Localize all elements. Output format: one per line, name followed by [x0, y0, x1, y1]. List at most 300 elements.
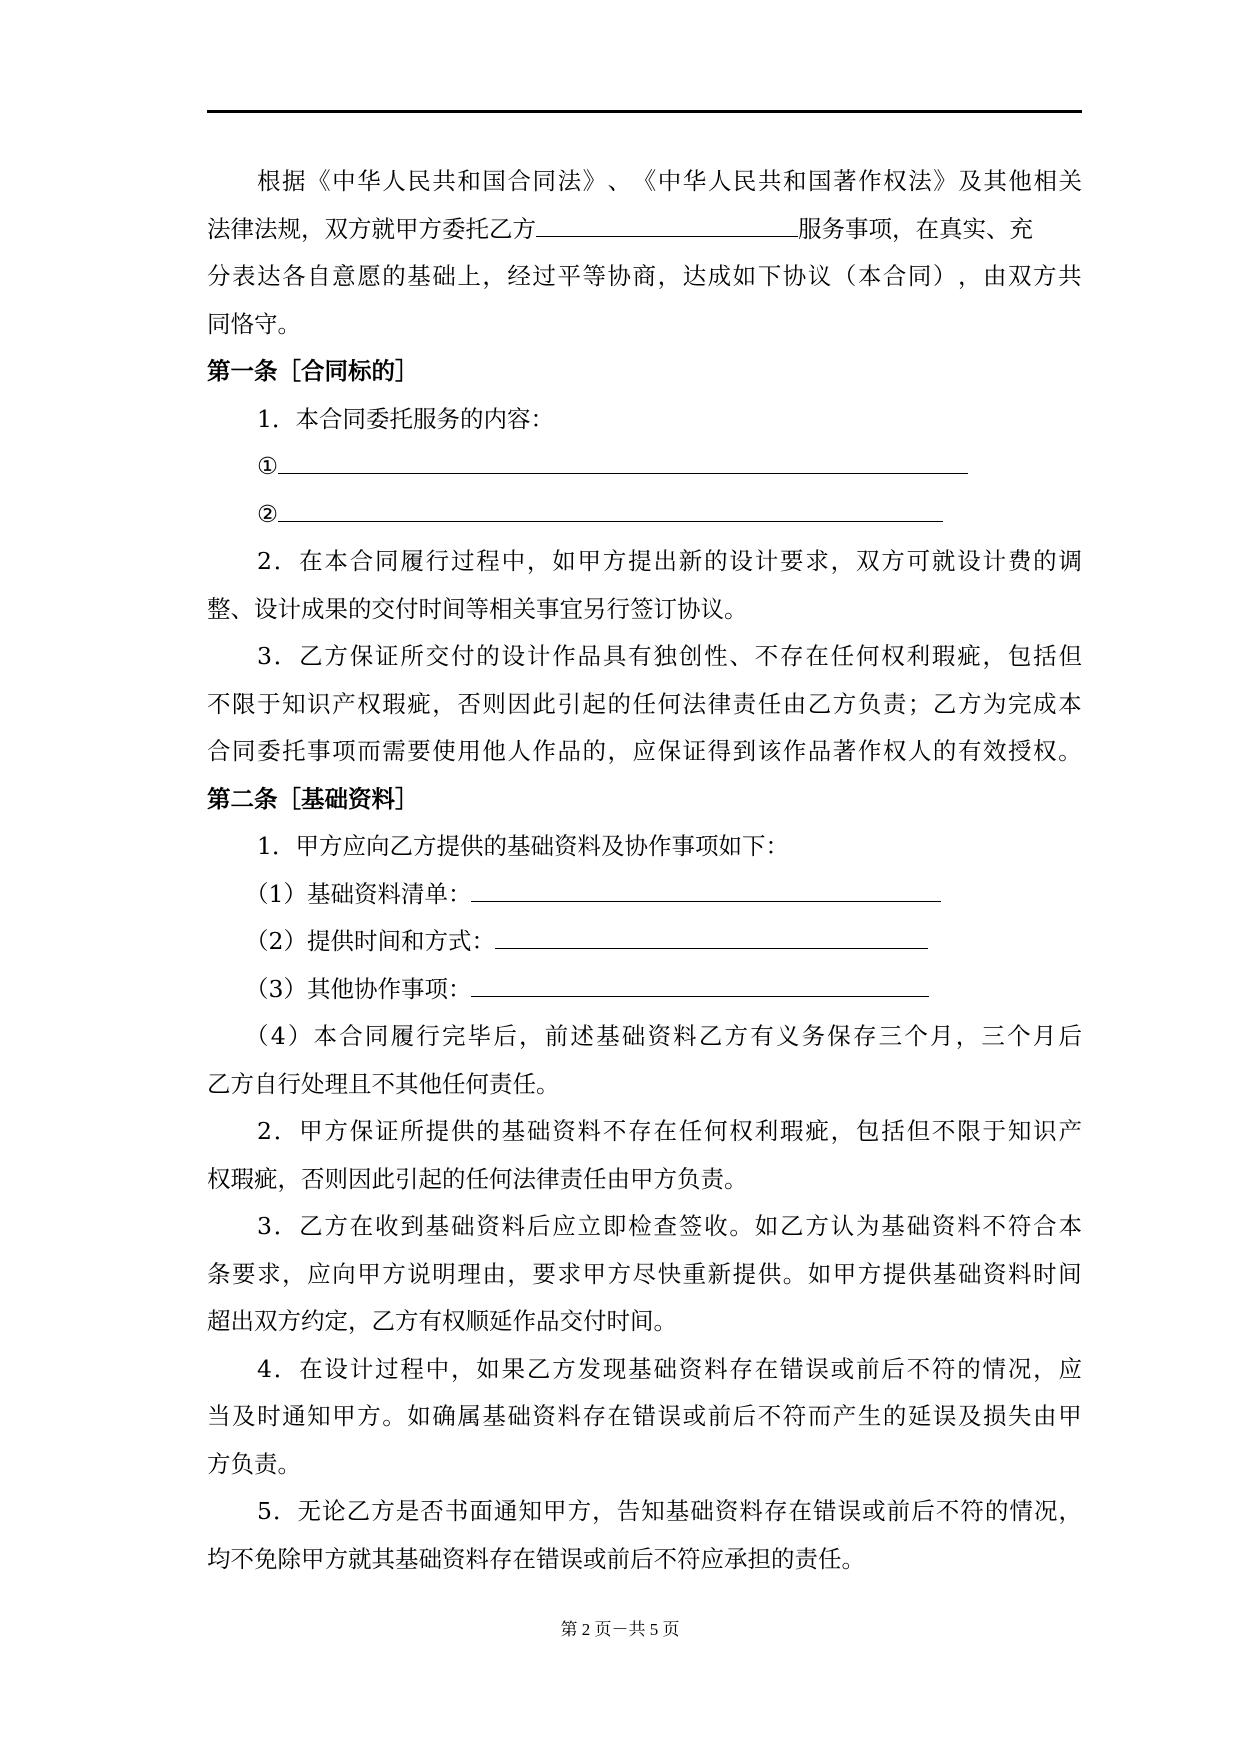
- glyph: 方: [382, 1259, 406, 1288]
- glyph: 3: [257, 642, 272, 670]
- glyph: 本: [324, 547, 348, 575]
- glyph: 责: [732, 689, 757, 718]
- glyph: 乙: [780, 1212, 804, 1240]
- glyph: ，: [1033, 1354, 1057, 1383]
- glyph: 《: [632, 167, 657, 195]
- content-blank-2[interactable]: [278, 491, 943, 522]
- glyph: 合: [339, 1022, 363, 1050]
- glyph: 行: [416, 1022, 440, 1050]
- glyph: 方: [324, 1212, 348, 1240]
- glyph: 、: [729, 642, 753, 670]
- glyph: 事: [307, 737, 331, 765]
- glyph: 分: [207, 262, 231, 290]
- glyph: ，: [592, 1497, 616, 1525]
- glyph: 同: [232, 737, 256, 765]
- glyph: 人: [382, 167, 406, 195]
- glyph: 书: [444, 1497, 469, 1525]
- glyph: 各: [282, 262, 306, 290]
- glyph: 础: [957, 1259, 982, 1288]
- glyph: 负: [857, 689, 882, 718]
- glyph: 设: [957, 547, 981, 575]
- glyph: 存: [628, 1117, 652, 1145]
- glyph: 于: [257, 689, 281, 718]
- intro-line-3: [207, 253, 1082, 301]
- glyph: 供: [757, 1259, 782, 1288]
- glyph: 疵: [805, 1117, 829, 1145]
- glyph: 合: [207, 737, 231, 765]
- glyph: 或: [830, 1354, 855, 1383]
- glyph: 提: [882, 1259, 907, 1288]
- glyph: 所: [400, 1117, 424, 1145]
- glyph: 误: [932, 1402, 957, 1430]
- glyph: 快: [657, 1259, 682, 1288]
- glyph: ，: [830, 547, 855, 575]
- glyph: 方: [957, 689, 982, 718]
- glyph: 完: [1008, 689, 1032, 718]
- glyph: 情: [1009, 1497, 1033, 1525]
- glyph: 存: [582, 1402, 606, 1430]
- glyph: 协: [782, 262, 807, 290]
- glyph: 其: [983, 167, 1007, 195]
- glyph: 中: [501, 547, 526, 575]
- glyph: 乙: [807, 689, 832, 718]
- glyph: 瑕: [780, 1117, 804, 1145]
- glyph: ，: [519, 1022, 543, 1050]
- glyph: 要: [532, 1259, 556, 1288]
- glyph: 引: [557, 689, 581, 718]
- glyph: 权: [1033, 737, 1057, 765]
- glyph: 任: [757, 689, 782, 718]
- article-2-sub-2: [207, 918, 1082, 966]
- glyph: 符: [960, 1497, 984, 1525]
- article-1-title: 第一条［合同标的］: [207, 357, 419, 385]
- article-1-item-2-line-1: [207, 538, 1082, 586]
- glyph: 为: [855, 1212, 880, 1240]
- article-2-item-3-line-3: 超出双方约定，乙方有权顺延作品交付时间。: [207, 1307, 677, 1335]
- glyph: ．: [273, 1117, 298, 1145]
- glyph: 失: [1008, 1402, 1032, 1430]
- glyph: 资: [647, 1022, 671, 1050]
- glyph: 否: [420, 1497, 444, 1525]
- glyph: 的: [476, 1117, 500, 1145]
- glyph: 愿: [357, 262, 381, 290]
- glyph: 和: [457, 167, 481, 195]
- glyph: 出: [653, 547, 677, 575]
- glyph: 损: [982, 1402, 1007, 1430]
- glyph: 甲: [332, 1402, 356, 1430]
- sub-3-label: （3）其他协作事项：: [245, 974, 472, 1003]
- glyph: 资: [552, 1117, 576, 1145]
- glyph: 双: [1008, 262, 1032, 290]
- glyph: 告: [616, 1497, 641, 1525]
- glyph: 同: [907, 262, 932, 290]
- glyph: 况: [1007, 1354, 1032, 1383]
- glyph: 行: [425, 547, 450, 575]
- article-2-item-4-line-1: [207, 1346, 1082, 1394]
- glyph: 双: [855, 547, 880, 575]
- glyph: 甲: [299, 1117, 323, 1145]
- article-2-item-4-line-2: [207, 1393, 1082, 1441]
- glyph: 生: [857, 1402, 882, 1430]
- glyph: 甲: [1058, 1402, 1082, 1430]
- glyph: 法: [908, 167, 932, 195]
- glyph: 计: [754, 547, 779, 575]
- glyph: 共: [757, 167, 782, 195]
- glyph: 过: [450, 547, 475, 575]
- glyph: 误: [837, 1497, 862, 1525]
- glyph: 资: [532, 1402, 556, 1430]
- material-list-blank[interactable]: [471, 871, 941, 902]
- article-2-item-1: 1．甲方应向乙方提供的基础资料及协作事项如下：: [257, 832, 789, 860]
- glyph: 方: [371, 1497, 395, 1525]
- glyph: ，: [982, 642, 1007, 670]
- glyph: 协: [607, 262, 631, 290]
- glyph: 可: [906, 547, 931, 575]
- glyph: 的: [582, 737, 606, 765]
- intro-line-1: [207, 158, 1082, 206]
- glyph: 时: [257, 1402, 281, 1430]
- glyph: 保: [827, 1022, 851, 1050]
- glyph: 5: [257, 1497, 272, 1525]
- glyph: 法: [557, 167, 582, 195]
- glyph: 权: [883, 167, 907, 195]
- glyph: 人: [707, 167, 732, 195]
- glyph: 何: [657, 689, 682, 718]
- glyph: 方: [357, 1402, 381, 1430]
- glyph: 。: [1058, 737, 1082, 765]
- glyph: 作: [857, 737, 882, 765]
- glyph: 独: [653, 642, 677, 670]
- glyph: 明: [432, 1259, 456, 1288]
- glyph: 基: [665, 1497, 690, 1525]
- glyph: 权: [881, 642, 905, 670]
- article-2-item-4-line-3: 方负责。: [207, 1449, 301, 1478]
- circle-one: ①: [257, 452, 279, 480]
- glyph: 时: [1033, 1259, 1057, 1288]
- glyph: 乙: [346, 1497, 371, 1525]
- glyph: 得: [707, 737, 732, 765]
- glyph: ，: [1058, 1497, 1082, 1525]
- glyph: 中: [425, 1354, 450, 1383]
- glyph: 料: [1008, 1259, 1032, 1288]
- glyph: 不: [935, 1497, 960, 1525]
- glyph: 方: [552, 1354, 576, 1383]
- service-blank[interactable]: [536, 206, 798, 237]
- glyph: 向: [332, 1259, 356, 1288]
- glyph: 该: [757, 737, 782, 765]
- glyph: 费: [1007, 547, 1032, 575]
- glyph: 知: [1007, 1117, 1032, 1145]
- glyph: 付: [450, 642, 475, 670]
- glyph: 否: [457, 689, 481, 718]
- glyph: 及: [232, 1402, 256, 1430]
- glyph: 三: [878, 1022, 903, 1050]
- glyph: 同: [364, 1022, 389, 1050]
- glyph: ，: [657, 262, 682, 290]
- glyph: 作: [858, 167, 882, 195]
- glyph: 证: [375, 642, 399, 670]
- glyph: 要: [780, 547, 804, 575]
- glyph: 不: [207, 689, 231, 718]
- glyph: 产: [332, 689, 356, 718]
- glyph: 面: [469, 1497, 493, 1525]
- glyph: 基: [425, 1212, 450, 1240]
- other-matters-blank[interactable]: [471, 966, 929, 997]
- glyph: 《: [307, 167, 331, 195]
- glyph: 所: [400, 642, 424, 670]
- glyph: 成: [707, 262, 732, 290]
- glyph: 如: [754, 1212, 779, 1240]
- glyph: 权: [882, 737, 907, 765]
- glyph: 创: [678, 642, 703, 670]
- glyph: 人: [907, 737, 932, 765]
- glyph: 后: [1058, 1022, 1082, 1050]
- glyph: 乙: [299, 1212, 323, 1240]
- article-2-sub-1: [207, 871, 1082, 919]
- glyph: 任: [632, 689, 657, 718]
- glyph: 但: [1058, 642, 1082, 670]
- intro-line-2: [207, 206, 1082, 254]
- glyph: 保: [349, 642, 374, 670]
- glyph: 方: [805, 1212, 829, 1240]
- glyph: 错: [780, 1354, 804, 1383]
- glyph: 具: [602, 642, 627, 670]
- glyph: 在: [607, 1402, 631, 1430]
- glyph: 如: [732, 262, 757, 290]
- glyph: 法: [682, 689, 707, 718]
- intro-text-a: 法律法规，双方就甲方委托乙方: [207, 214, 536, 243]
- glyph: 料: [501, 1212, 526, 1240]
- article-1-item-2-line-2: 整、设计成果的交付时间等相关事宜另行签订协议。: [207, 594, 748, 623]
- time-method-blank[interactable]: [495, 918, 928, 949]
- glyph: 利: [906, 642, 931, 670]
- glyph: 资: [982, 1259, 1007, 1288]
- glyph: 下: [757, 262, 782, 290]
- glyph: 任: [830, 642, 855, 670]
- glyph: 委: [257, 737, 281, 765]
- glyph: 要: [407, 737, 431, 765]
- glyph: 提: [628, 547, 652, 575]
- glyph: 在: [788, 1497, 812, 1525]
- article-2-item-3-line-1: [207, 1203, 1082, 1251]
- glyph: ，: [482, 262, 506, 290]
- glyph: 3: [257, 1212, 272, 1240]
- glyph: 权: [357, 689, 381, 718]
- glyph: 程: [400, 1354, 424, 1383]
- glyph: 础: [621, 1022, 646, 1050]
- glyph: 华: [682, 167, 707, 195]
- glyph: 计: [982, 547, 1007, 575]
- glyph: 的: [1033, 547, 1057, 575]
- glyph: 品: [577, 642, 602, 670]
- glyph: 及: [958, 167, 982, 195]
- intro-line-4: 同恪守。: [207, 309, 301, 338]
- glyph: 何: [855, 642, 880, 670]
- glyph: 达: [257, 262, 281, 290]
- article-2-sub-4-line-2: 乙方自行处理且不其他任何责任。: [207, 1069, 560, 1098]
- glyph: 证: [375, 1117, 399, 1145]
- glyph: 有: [957, 737, 982, 765]
- glyph: 延: [907, 1402, 932, 1430]
- glyph: 的: [957, 1354, 981, 1383]
- glyph: 于: [982, 1117, 1007, 1145]
- glyph: 。: [382, 1402, 406, 1430]
- glyph: ，: [957, 262, 982, 290]
- glyph: 方: [607, 1259, 631, 1288]
- article-1-content-line-1: [207, 443, 1082, 491]
- glyph: 资: [678, 1354, 703, 1383]
- article-1-item-1: 1．本合同委托服务的内容：: [257, 404, 554, 433]
- glyph: 2: [257, 1117, 272, 1145]
- article-1-item-3-line-2: [207, 681, 1082, 729]
- glyph: 则: [482, 689, 506, 718]
- glyph: 基: [482, 1402, 506, 1430]
- glyph: 根: [257, 167, 281, 195]
- glyph: 瑕: [382, 689, 406, 718]
- glyph: 利: [754, 1117, 779, 1145]
- glyph: 当: [207, 1402, 231, 1430]
- glyph: 存: [852, 1022, 877, 1050]
- glyph: 查: [653, 1212, 677, 1240]
- glyph: 基: [932, 1259, 957, 1288]
- glyph: 在: [754, 1354, 779, 1383]
- glyph: 方: [324, 642, 348, 670]
- glyph: 括: [1033, 642, 1057, 670]
- glyph: 但: [906, 1117, 931, 1145]
- glyph: 知: [641, 1497, 665, 1525]
- glyph: 符: [782, 1402, 807, 1430]
- article-1-content-line-2: [207, 491, 1082, 539]
- glyph: 中: [657, 167, 682, 195]
- glyph: 著: [832, 737, 857, 765]
- glyph: 本: [1058, 1212, 1082, 1240]
- glyph: 有: [628, 642, 652, 670]
- glyph: 方: [567, 1497, 592, 1525]
- glyph: 后: [526, 1212, 551, 1240]
- glyph: ，: [526, 547, 551, 575]
- document-body: [207, 158, 1082, 1583]
- glyph: 经: [507, 262, 531, 290]
- glyph: 前: [886, 1497, 911, 1525]
- glyph: 国: [808, 167, 832, 195]
- glyph: 如: [476, 1354, 500, 1383]
- glyph: 知: [282, 689, 306, 718]
- glyph: 过: [532, 262, 556, 290]
- glyph: 础: [906, 1212, 931, 1240]
- glyph: 础: [653, 1354, 677, 1383]
- glyph: 础: [690, 1497, 714, 1525]
- glyph: 4: [257, 1354, 272, 1383]
- article-2-sub-3: [207, 966, 1082, 1014]
- glyph: 合: [882, 262, 907, 290]
- glyph: 在: [299, 547, 323, 575]
- glyph: 方: [724, 1022, 749, 1050]
- glyph: 本: [313, 1022, 338, 1050]
- glyph: 检: [628, 1212, 652, 1240]
- glyph: 现: [602, 1354, 627, 1383]
- glyph: 基: [501, 1117, 526, 1145]
- glyph: ，: [507, 1259, 531, 1288]
- intro-text-b: 服务事项，在真实、充: [798, 214, 1033, 243]
- glyph: 应: [1058, 1354, 1082, 1383]
- glyph: 需: [382, 737, 406, 765]
- glyph: 乙: [526, 1354, 551, 1383]
- glyph: 的: [882, 1402, 907, 1430]
- glyph: 无: [297, 1497, 322, 1525]
- glyph: 达: [682, 262, 707, 290]
- glyph: 过: [375, 1354, 399, 1383]
- glyph: 人: [507, 737, 531, 765]
- glyph: 作: [552, 642, 576, 670]
- glyph: 中: [332, 167, 356, 195]
- glyph: 而: [807, 1402, 832, 1430]
- glyph: 有: [750, 1022, 774, 1050]
- glyph: ）: [932, 262, 957, 290]
- glyph: 交: [425, 642, 450, 670]
- glyph: 的: [984, 1497, 1009, 1525]
- glyph: 提: [732, 1259, 757, 1288]
- glyph: 情: [982, 1354, 1007, 1383]
- glyph: 等: [582, 262, 606, 290]
- glyph: 瑕: [931, 642, 956, 670]
- glyph: 产: [1058, 1117, 1082, 1145]
- glyph: 础: [526, 1117, 551, 1145]
- glyph: 限: [957, 1117, 981, 1145]
- glyph: 求: [557, 1259, 581, 1288]
- glyph: 或: [682, 1402, 707, 1430]
- glyph: 述: [570, 1022, 594, 1050]
- glyph: 础: [432, 262, 456, 290]
- glyph: ，: [450, 1354, 475, 1383]
- glyph: 项: [332, 737, 356, 765]
- glyph: 发: [577, 1354, 602, 1383]
- glyph: 上: [457, 262, 481, 290]
- glyph: 就: [931, 547, 956, 575]
- glyph: 同: [375, 547, 399, 575]
- glyph: 的: [607, 689, 631, 718]
- glyph: 料: [557, 1402, 581, 1430]
- glyph: 使: [432, 737, 456, 765]
- sub-2-label: （2）提供时间和方式：: [245, 927, 495, 955]
- glyph: 共: [1058, 262, 1082, 290]
- article-2-title: 第二条［基础资料］: [207, 784, 419, 813]
- glyph: 由: [1033, 1402, 1057, 1430]
- glyph: 括: [881, 1117, 905, 1145]
- glyph: 条: [207, 1259, 231, 1288]
- glyph: 误: [805, 1354, 829, 1383]
- glyph: 他: [1008, 167, 1032, 195]
- glyph: 应: [552, 1212, 576, 1240]
- glyph: 料: [957, 1212, 981, 1240]
- glyph: 础: [507, 1402, 531, 1430]
- content-blank-1[interactable]: [278, 443, 968, 474]
- glyph: 表: [232, 262, 256, 290]
- page-number: 第 2 页－共 5 页: [560, 1620, 680, 1639]
- glyph: 包: [855, 1117, 880, 1145]
- glyph: 如: [807, 1259, 832, 1288]
- glyph: 误: [657, 1402, 682, 1430]
- glyph: 。: [782, 1259, 807, 1288]
- glyph: 识: [1033, 1117, 1057, 1145]
- glyph: ．: [273, 1354, 298, 1383]
- glyph: 尽: [632, 1259, 657, 1288]
- glyph: 自: [307, 262, 331, 290]
- glyph: ．: [273, 642, 298, 670]
- glyph: 前: [544, 1022, 569, 1050]
- glyph: ．: [273, 547, 298, 575]
- glyph: 前: [855, 1354, 880, 1383]
- glyph: 乙: [299, 642, 323, 670]
